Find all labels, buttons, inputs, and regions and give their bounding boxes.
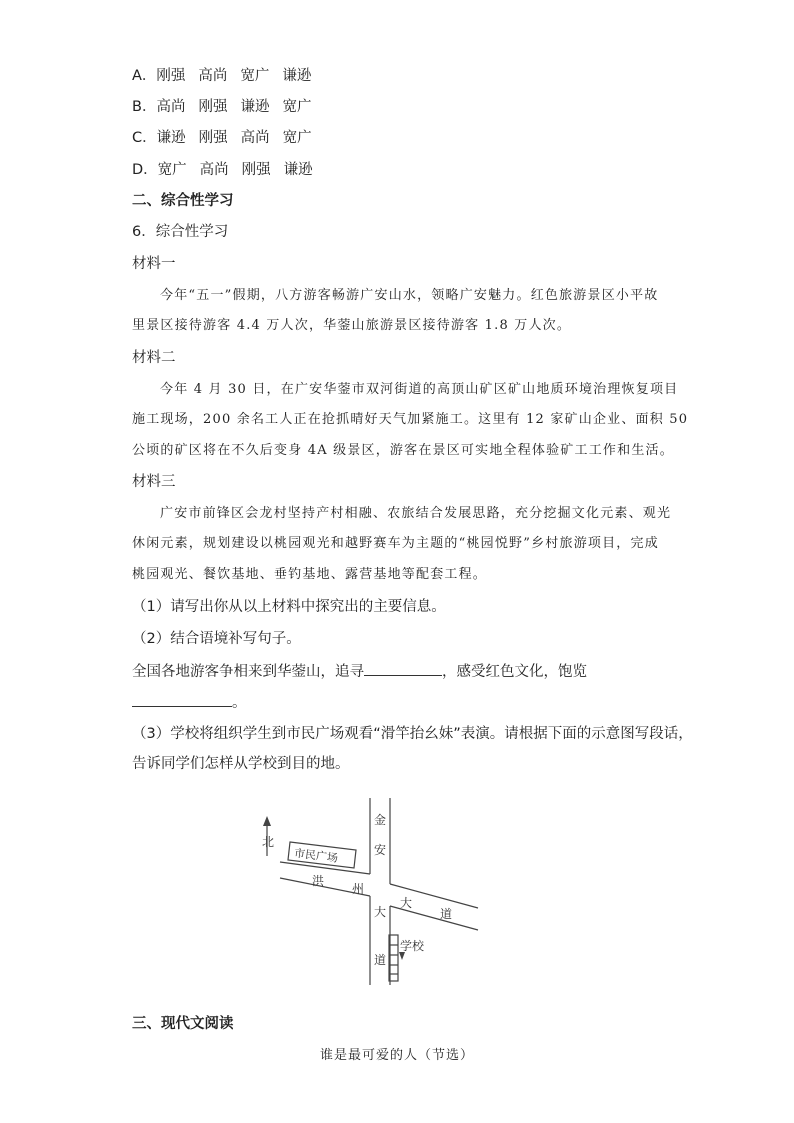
material-3-label: 材料三 xyxy=(132,474,176,490)
road-ns-char: 安 xyxy=(374,843,387,857)
north-label: 北 xyxy=(262,835,275,849)
route-map-diagram xyxy=(250,790,490,990)
question-3: （3）学校将组织学生到市民广场观看“滑竿抬幺妹”表演。请根据下面的示意图写段话， xyxy=(132,726,693,742)
option-b: B．高尚 刚强 谦逊 宽广 xyxy=(132,99,312,115)
material-3-line: 休闲元素，规划建设以桃园观光和越野赛车为主题的“桃园悦野”乡村旅游项目，完成 xyxy=(132,536,659,551)
material-3-line: 广安市前锋区会龙村坚持产村相融、农旅结合发展思路，充分挖掘文化元素、观光 xyxy=(160,506,672,521)
road-ns-char: 道 xyxy=(374,953,387,967)
material-2-label: 材料二 xyxy=(132,350,176,366)
material-1-line: 今年“五一”假期，八方游客畅游广安山水，领略广安魅力。红色旅游景区小平故 xyxy=(160,288,659,303)
option-c: C．谦逊 刚强 高尚 宽广 xyxy=(132,130,312,146)
plaza-label: 市民广场 xyxy=(293,846,339,865)
road-ns-char: 大 xyxy=(374,905,387,919)
road-ew-upper-left xyxy=(280,862,370,874)
north-arrow-head xyxy=(263,816,271,826)
material-1-line: 里景区接待游客 4.4 万人次，华蓥山旅游景区接待游客 1.8 万人次。 xyxy=(132,318,572,333)
material-2-line: 今年 4 月 30 日，在广安华蓥市双河街道的高顶山矿区矿山地质环境治理恢复项目 xyxy=(160,382,679,397)
material-3-line: 桃园观光、餐饮基地、垂钓基地、露营基地等配套工程。 xyxy=(132,567,488,582)
road-ew-char: 州 xyxy=(352,882,365,896)
material-2-line: 公顷的矿区将在不久后变身 4A 级景区，游客在景区可实地全程体验矿工工作和生活。 xyxy=(132,443,674,458)
road-ew-char: 道 xyxy=(440,907,453,921)
question-2: （2）结合语境补写句子。 xyxy=(132,631,301,647)
option-a: A．刚强 高尚 宽广 谦逊 xyxy=(132,68,312,84)
material-1-label: 材料一 xyxy=(132,256,176,272)
option-d: D．宽广 高尚 刚强 谦逊 xyxy=(132,162,313,178)
question-3-cont: 告诉同学们怎样从学校到目的地。 xyxy=(132,756,350,772)
article-title: 谁是最可爱的人（节选） xyxy=(319,1048,474,1063)
question-2-sentence: 全国各地游客争相来到华蓥山，追寻 ，感受红色文化，饱览 xyxy=(132,661,587,682)
answer-blank-2[interactable] xyxy=(132,692,232,707)
answer-blank-1[interactable] xyxy=(364,661,442,676)
road-ew-char: 洪 xyxy=(312,874,325,888)
section-heading-3: 三、现代文阅读 xyxy=(132,1016,234,1032)
school-marker xyxy=(399,952,405,960)
question-6-title: 6．综合性学习 xyxy=(132,224,229,240)
section-heading-2: 二、综合性学习 xyxy=(132,193,234,209)
question-2-sentence-end: 。 xyxy=(132,692,247,713)
school-label: 学校 xyxy=(400,939,425,953)
question-1: （1）请写出你从以上材料中探究出的主要信息。 xyxy=(132,599,446,615)
road-ns-char: 金 xyxy=(374,813,387,827)
road-ew-char: 大 xyxy=(400,896,413,910)
material-2-line: 施工现场，200 余名工人正在抢抓晴好天气加紧施工。这里有 12 家矿山企业、面积 50 xyxy=(132,412,689,427)
